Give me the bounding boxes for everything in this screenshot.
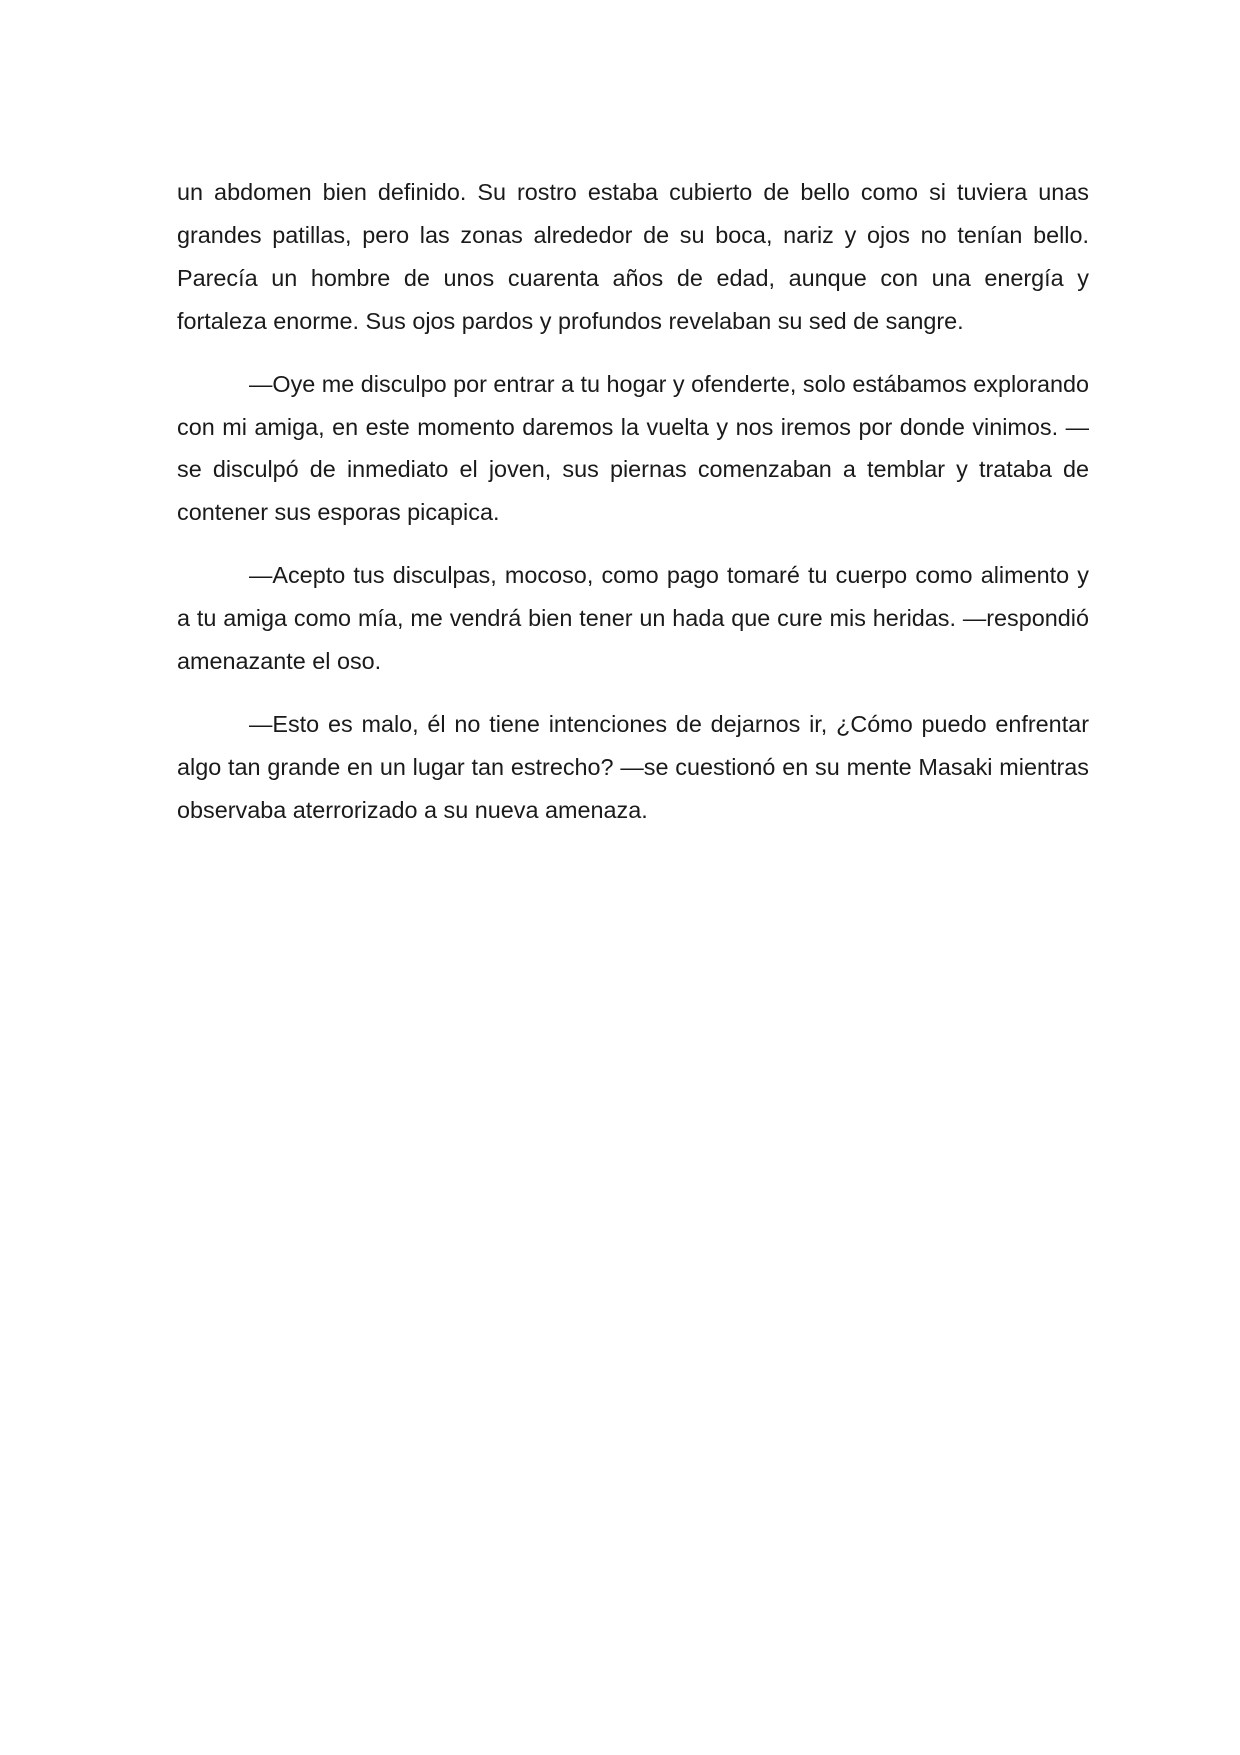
body-text [177,171,1089,852]
paragraph-dialogue-bear-reply: —Acepto tus disculpas, mocoso, como pago tomaré tu cuerpo como alimento y a tu amiga como mía, me vendrá bien tener un hada que cure mis heridas. —respondió amenazante el oso. [177,562,1089,675]
paragraph-dialogue-apology: —Oye me disculpo por entrar a tu hogar y ofenderte, solo estábamos explorando con mi amiga, en este momento daremos la vuelta y nos iremos por donde vinimos. —se disculpó de inmediato el joven, sus piernas comenzaban a temblar y trataba de contener sus esporas picapica. [177,370,1089,526]
paragraph-continuation: un abdomen bien definido. Su rostro estaba cubierto de bello como si tuviera unas grandes patillas, pero las zonas alrededor de su boca, nariz y ojos no tenían bello. Parecía un hombre de unos cuarenta años de edad, aunque con una energía y fortaleza enorme. Sus ojos pardos y profundos revelaban su sed de sangre. [177,179,1089,334]
paragraph-dialogue-masaki-thought: —Esto es malo, él no tiene intenciones de dejarnos ir, ¿Cómo puedo enfrentar algo tan grande en un lugar tan estrecho? —se cuestionó en su mente Masaki mientras observaba aterrorizado a su nueva amenaza. [177,710,1089,823]
